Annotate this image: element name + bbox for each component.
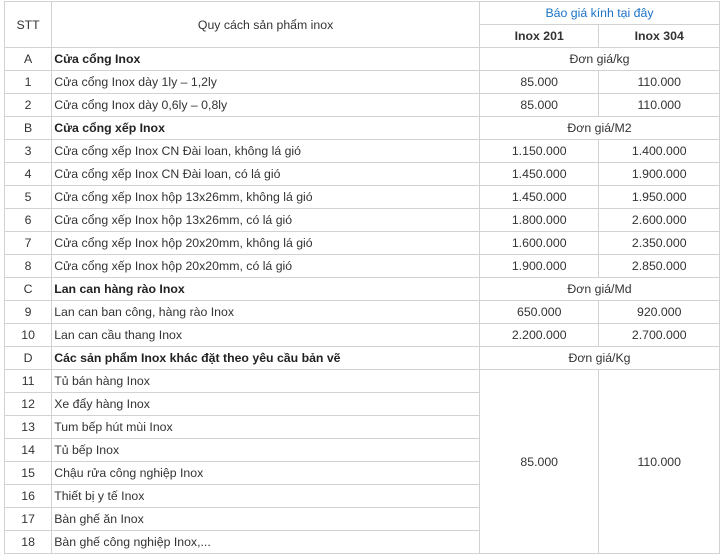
- row-name: Tủ bán hàng Inox: [52, 370, 480, 393]
- row-stt: 9: [5, 301, 52, 324]
- row-name: Lan can ban công, hàng rào Inox: [52, 301, 480, 324]
- header-stt: STT: [5, 2, 52, 48]
- row-name: Cửa cổng xếp Inox hộp 13x26mm, không lá gió: [52, 186, 480, 209]
- row-name: Cửa cổng Inox dày 1ly – 1,2ly: [52, 71, 480, 94]
- table-row: [5, 301, 720, 324]
- section-title: Lan can hàng rào Inox: [52, 278, 480, 301]
- section-id: D: [5, 347, 52, 370]
- row-stt: 13: [5, 416, 52, 439]
- row-stt: 7: [5, 232, 52, 255]
- merged-price-201: 85.000: [479, 370, 598, 554]
- section-unit: Đơn giá/Md: [479, 278, 719, 301]
- price-table: [4, 1, 720, 554]
- row-name: Chậu rửa công nghiệp Inox: [52, 462, 480, 485]
- row-stt: 16: [5, 485, 52, 508]
- row-name: Bàn ghế ăn Inox: [52, 508, 480, 531]
- section-unit: Đơn giá/kg: [479, 48, 719, 71]
- section-title: Các sản phẩm Inox khác đặt theo yêu cầu bản vẽ: [52, 347, 480, 370]
- price-304: 2.850.000: [599, 255, 720, 278]
- price-201: 1.800.000: [479, 209, 598, 232]
- section-unit: Đơn giá/Kg: [479, 347, 719, 370]
- price-304: 2.700.000: [599, 324, 720, 347]
- price-201: 85.000: [479, 71, 598, 94]
- price-201: 1.450.000: [479, 163, 598, 186]
- row-stt: 6: [5, 209, 52, 232]
- row-stt: 15: [5, 462, 52, 485]
- table-row: [5, 255, 720, 278]
- header-spec: Quy cách sản phẩm inox: [52, 2, 480, 48]
- section-row: [5, 48, 720, 71]
- table-row: [5, 232, 720, 255]
- row-stt: 2: [5, 94, 52, 117]
- row-name: Cửa cổng Inox dày 0,6ly – 0,8ly: [52, 94, 480, 117]
- table-row: [5, 94, 720, 117]
- price-304: 920.000: [599, 301, 720, 324]
- section-id: A: [5, 48, 52, 71]
- row-name: Bàn ghế công nghiệp Inox,...: [52, 531, 480, 554]
- row-stt: 8: [5, 255, 52, 278]
- price-304: 110.000: [599, 94, 720, 117]
- row-name: Tủ bếp Inox: [52, 439, 480, 462]
- table-row: [5, 163, 720, 186]
- price-201: 650.000: [479, 301, 598, 324]
- header-inox-201: Inox 201: [479, 25, 598, 48]
- row-stt: 12: [5, 393, 52, 416]
- section-row: [5, 347, 720, 370]
- price-201: 1.600.000: [479, 232, 598, 255]
- section-row: [5, 117, 720, 140]
- row-stt: 10: [5, 324, 52, 347]
- table-row: [5, 186, 720, 209]
- row-name: Lan can cầu thang Inox: [52, 324, 480, 347]
- section-unit: Đơn giá/M2: [479, 117, 719, 140]
- section-id: B: [5, 117, 52, 140]
- row-stt: 14: [5, 439, 52, 462]
- section-title: Cửa cổng Inox: [52, 48, 480, 71]
- price-201: 1.150.000: [479, 140, 598, 163]
- price-304: 1.950.000: [599, 186, 720, 209]
- table-row: [5, 209, 720, 232]
- table-row: [5, 370, 720, 393]
- row-stt: 18: [5, 531, 52, 554]
- row-stt: 5: [5, 186, 52, 209]
- section-id: C: [5, 278, 52, 301]
- row-name: Cửa cổng xếp Inox CN Đài loan, có lá gió: [52, 163, 480, 186]
- price-link[interactable]: Báo giá kính tại đây: [479, 2, 719, 25]
- table-row: [5, 71, 720, 94]
- table-row: [5, 324, 720, 347]
- row-name: Cửa cổng xếp Inox CN Đài loan, không lá gió: [52, 140, 480, 163]
- row-stt: 1: [5, 71, 52, 94]
- header-inox-304: Inox 304: [599, 25, 720, 48]
- price-201: 1.900.000: [479, 255, 598, 278]
- price-304: 2.350.000: [599, 232, 720, 255]
- row-name: Cửa cổng xếp Inox hộp 13x26mm, có lá gió: [52, 209, 480, 232]
- price-304: 2.600.000: [599, 209, 720, 232]
- price-201: 1.450.000: [479, 186, 598, 209]
- row-stt: 11: [5, 370, 52, 393]
- row-name: Xe đẩy hàng Inox: [52, 393, 480, 416]
- row-stt: 3: [5, 140, 52, 163]
- price-304: 1.400.000: [599, 140, 720, 163]
- row-name: Tum bếp hút mùi Inox: [52, 416, 480, 439]
- row-stt: 17: [5, 508, 52, 531]
- row-name: Cửa cổng xếp Inox hộp 20x20mm, không lá gió: [52, 232, 480, 255]
- row-name: Cửa cổng xếp Inox hộp 20x20mm, có lá gió: [52, 255, 480, 278]
- merged-price-304: 110.000: [599, 370, 720, 554]
- price-201: 85.000: [479, 94, 598, 117]
- price-304: 1.900.000: [599, 163, 720, 186]
- section-row: [5, 278, 720, 301]
- row-stt: 4: [5, 163, 52, 186]
- table-row: [5, 140, 720, 163]
- row-name: Thiết bị y tế Inox: [52, 485, 480, 508]
- price-201: 2.200.000: [479, 324, 598, 347]
- section-title: Cửa cổng xếp Inox: [52, 117, 480, 140]
- price-304: 110.000: [599, 71, 720, 94]
